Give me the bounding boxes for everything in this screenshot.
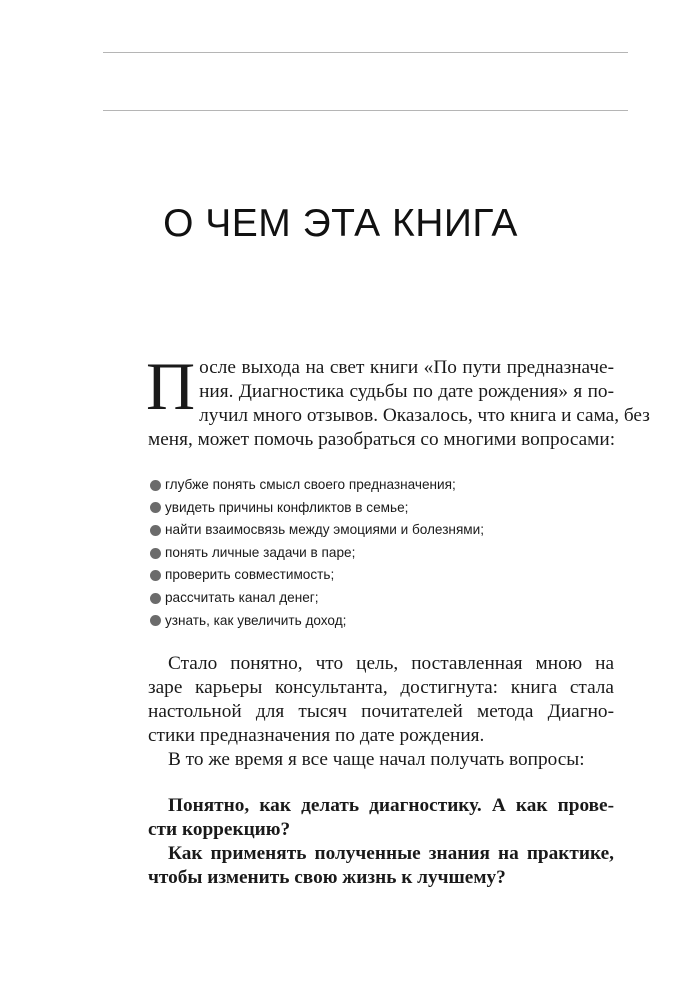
bullet-dot-icon: [150, 570, 161, 581]
bullet-dot-icon: [150, 548, 161, 559]
bullet-dot-icon: [150, 502, 161, 513]
question-line: Понятно, как делать диагностику. А как прове-: [168, 795, 614, 816]
paragraph-line: заре карьеры консультанта, достигнута: книга стала: [148, 677, 614, 698]
list-item: [150, 519, 620, 542]
intro-paragraph: [146, 348, 650, 452]
paragraph-line: настольной для тысяч почитателей метода Диагно-: [148, 701, 614, 722]
intro-line: меня, может помочь разобраться со многими вопросами:: [148, 429, 616, 450]
intro-line: осле выхода на свет книги «По пути предназначе-: [199, 357, 614, 378]
list-item-text: найти взаимосвязь между эмоциями и болезнями;: [165, 522, 485, 538]
paragraph-line: Стало понятно, что цель, поставленная мною на: [168, 653, 614, 674]
question-line: чтобы изменить свою жизнь к лучшему?: [148, 867, 506, 888]
second-paragraph: [148, 652, 614, 772]
paragraph-line: В то же время я все чаще начал получать вопросы:: [168, 749, 585, 770]
list-item-text: увидеть причины конфликтов в семье;: [165, 499, 409, 515]
bullet-dot-icon: [150, 525, 161, 536]
list-item-text: рассчитать канал денег;: [165, 589, 319, 605]
chapter-title: О ЧЕМ ЭТА КНИГА: [163, 202, 518, 245]
intro-line: лучил много отзывов. Оказалось, что книга и сама, без: [199, 405, 650, 426]
question-line: сти коррекцию?: [148, 819, 291, 840]
list-item-text: проверить совместимость;: [165, 567, 335, 583]
intro-line: ния. Диагностика судьбы по дате рождения» я по-: [199, 381, 614, 402]
bullet-dot-icon: [150, 593, 161, 604]
list-item: [150, 564, 620, 587]
second-rule: [103, 110, 628, 111]
paragraph-line: стики предназначения по дате рождения.: [148, 725, 485, 746]
list-item-text: узнать, как увеличить доход;: [165, 612, 347, 628]
bullet-dot-icon: [150, 480, 161, 491]
top-rule: [103, 52, 628, 53]
question-line: Как применять полученные знания на практике,: [168, 843, 614, 864]
list-item: [150, 542, 620, 565]
list-item: [150, 610, 620, 633]
list-item-text: понять личные задачи в паре;: [165, 544, 356, 560]
questions-paragraph: [148, 794, 614, 890]
drop-cap: П: [146, 348, 196, 424]
bullet-dot-icon: [150, 615, 161, 626]
benefits-list: [150, 474, 620, 632]
list-item-text: глубже понять смысл своего предназначения;: [165, 477, 456, 492]
list-item: [150, 587, 620, 610]
list-item: [150, 497, 620, 520]
list-item: [150, 474, 620, 497]
